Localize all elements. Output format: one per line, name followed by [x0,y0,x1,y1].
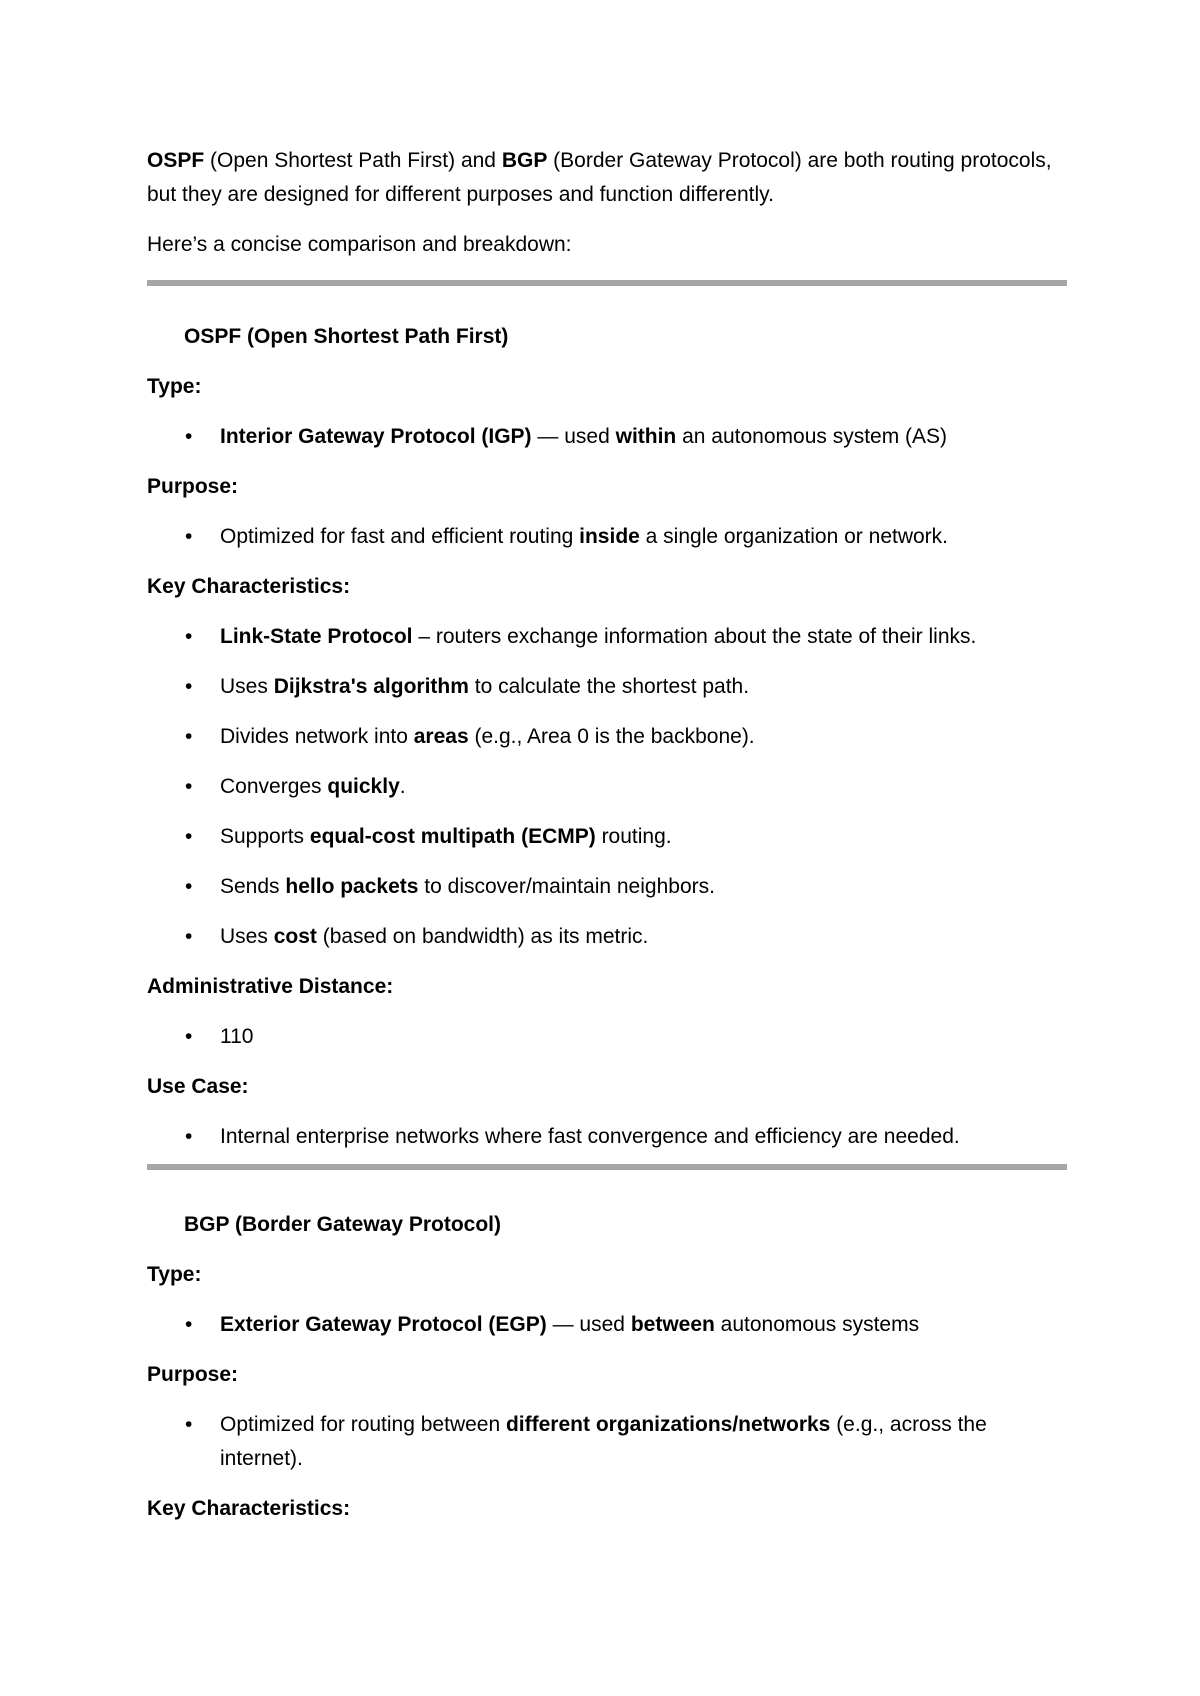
bgp-type-label: Type: [147,1263,202,1286]
list-item-text: to calculate the shortest path. [468,675,750,698]
ospf-purpose-list [147,520,1067,554]
list-item [147,820,1067,854]
intro-text-2: (Border Gateway Protocol) are both routing protocols, but they are designed for different purposes and function differently. [147,149,1052,206]
list-item [147,720,1067,754]
list-item-text: routing. [595,825,672,848]
list-item [147,870,1067,904]
between-term: between [630,1313,715,1336]
list-item-text: Optimized for routing between [220,1413,506,1436]
intro-text-1: (Open Shortest Path First) and [204,149,502,172]
list-item [147,770,1067,804]
bullet-icon: • [185,625,193,648]
bullet-icon: • [185,925,193,948]
bullet-icon: • [185,525,193,548]
list-item [147,1020,1067,1054]
list-item-text: — used [531,425,616,448]
bgp-section-title: BGP (Border Gateway Protocol) [184,1213,502,1236]
different-orgs-term: different organizations/networks [505,1413,831,1436]
bullet-icon: • [185,1413,193,1436]
list-item-text: Optimized for fast and efficient routing [220,525,580,548]
bullet-icon: • [185,1313,193,1336]
ospf-purpose-label: Purpose: [147,475,239,498]
list-item-bold: hello packets [285,875,419,898]
list-item-text: an autonomous system (AS) [676,425,948,448]
list-item-text: Divides network into [220,725,414,748]
list-item-text: (based on bandwidth) as its metric. [316,925,649,948]
list-item-text: Uses [220,925,274,948]
bullet-icon: • [185,1125,193,1148]
egp-term: Exterior Gateway Protocol (EGP) [220,1313,547,1336]
bullet-icon: • [185,1025,193,1048]
ospf-type-list [147,420,1067,454]
bgp-key-characteristics-label: Key Characteristics: [147,1497,351,1520]
list-item [147,420,1067,454]
ospf-use-case-label: Use Case: [147,1075,249,1098]
ospf-admin-distance-list [147,1020,1067,1054]
ospf-key-characteristics-list [147,620,1067,954]
admin-distance-value: 110 [220,1025,254,1048]
list-item-bold: Dijkstra's algorithm [273,675,469,698]
bgp-purpose-list [147,1408,1067,1476]
bullet-icon: • [185,675,193,698]
horizontal-rule [147,1164,1067,1170]
ospf-type-label: Type: [147,375,202,398]
list-item-text: a single organization or network. [639,525,948,548]
ospf-term: OSPF [147,149,205,172]
list-item [147,620,1067,654]
list-item-text: (e.g., Area 0 is the backbone). [468,725,755,748]
intro-summary: Here’s a concise comparison and breakdown: [147,233,572,256]
intro-paragraph [147,144,1067,212]
list-item-bold: equal-cost multipath (ECMP) [309,825,596,848]
ospf-key-characteristics-label: Key Characteristics: [147,575,351,598]
list-item [147,1408,1067,1476]
list-item-bold: cost [273,925,317,948]
list-item-text: . [399,775,406,798]
list-item-bold: Link-State Protocol [220,625,413,648]
bullet-icon: • [185,775,193,798]
within-term: within [615,425,677,448]
bullet-icon: • [185,825,193,848]
ospf-section-title: OSPF (Open Shortest Path First) [184,325,509,348]
list-item-text: (e.g., across the internet). [220,1413,987,1470]
list-item [147,520,1067,554]
list-item-text: – routers exchange information about the state of their links. [412,625,977,648]
list-item [147,1120,1067,1154]
bgp-type-list [147,1308,1067,1342]
list-item-text: Converges [220,775,328,798]
bullet-icon: • [185,875,193,898]
bgp-term: BGP [501,149,548,172]
list-item-bold: quickly [327,775,400,798]
list-item [147,1308,1067,1342]
list-item-text: Uses [220,675,274,698]
horizontal-rule [147,280,1067,286]
list-item-text: Sends [220,875,286,898]
bullet-icon: • [185,425,193,448]
ospf-use-case-list [147,1120,1067,1154]
inside-term: inside [579,525,640,548]
list-item-text: — used [546,1313,631,1336]
document-body [147,144,1067,1542]
list-item-text: to discover/maintain neighbors. [418,875,715,898]
list-item-text: Internal enterprise networks where fast convergence and efficiency are needed. [220,1125,960,1148]
igp-term: Interior Gateway Protocol (IGP) [220,425,532,448]
list-item [147,920,1067,954]
list-item [147,670,1067,704]
bgp-purpose-label: Purpose: [147,1363,239,1386]
list-item-bold: areas [413,725,469,748]
bullet-icon: • [185,725,193,748]
list-item-text: autonomous systems [714,1313,920,1336]
list-item-text: Supports [220,825,310,848]
ospf-admin-distance-label: Administrative Distance: [147,975,394,998]
